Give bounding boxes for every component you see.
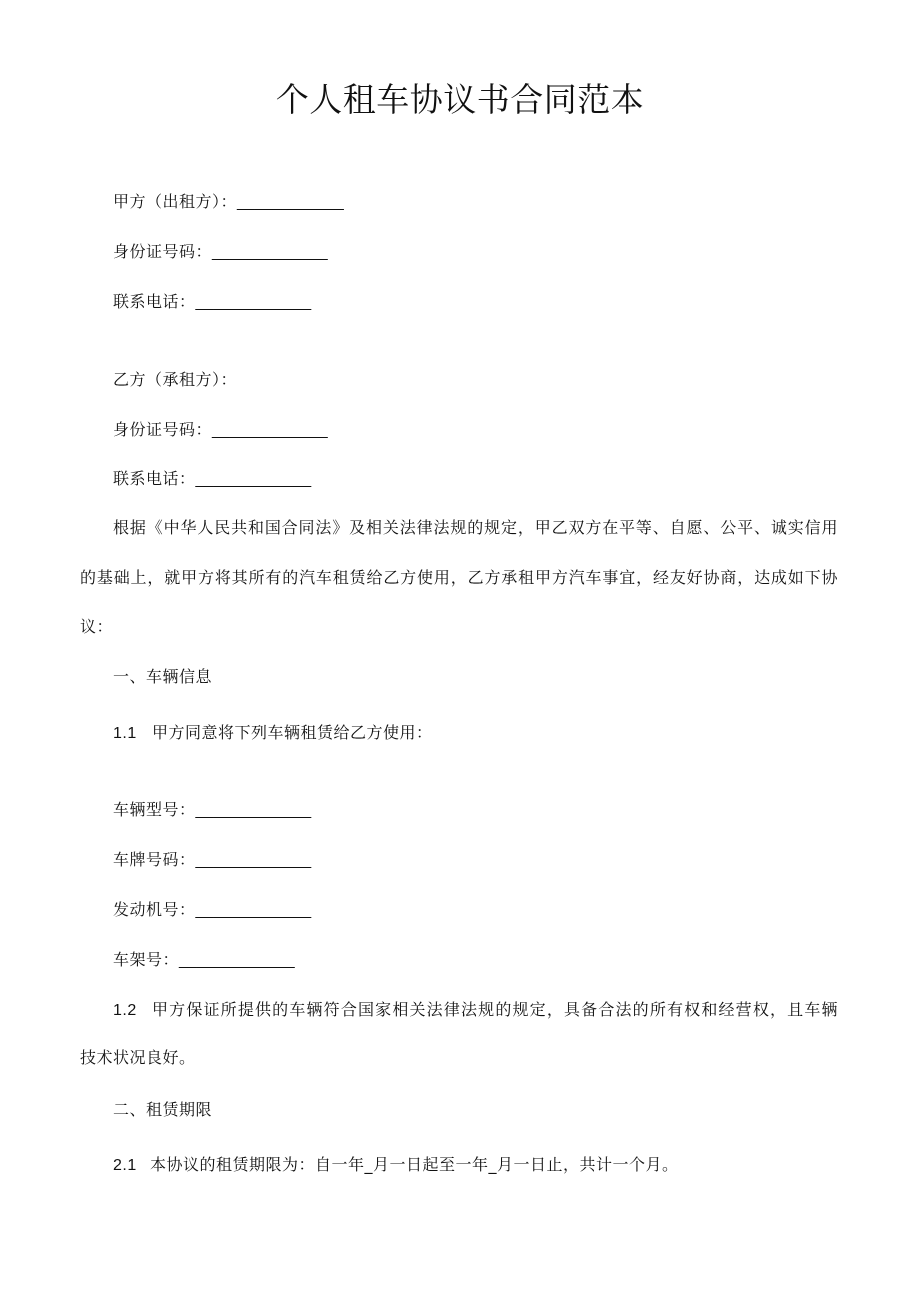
party-a-phone-blank: _____________ bbox=[195, 294, 312, 311]
party-a-label: 甲方（出租方）： bbox=[113, 192, 238, 211]
engine-number-label: 发动机号： bbox=[113, 900, 196, 919]
vehicle-model-blank: _____________ bbox=[195, 802, 312, 819]
clause-1-1 bbox=[113, 722, 433, 745]
clause-1-2-number: 1.2 bbox=[113, 1002, 137, 1019]
engine-number-line bbox=[113, 899, 311, 922]
party-b-line bbox=[113, 369, 237, 391]
frame-number-line bbox=[113, 949, 295, 972]
party-b-id-line bbox=[113, 419, 328, 442]
clause-2-1 bbox=[113, 1154, 679, 1177]
frame-number-blank: _____________ bbox=[179, 952, 295, 969]
party-a-id-label: 身份证号码： bbox=[113, 242, 213, 261]
clause-1-2-line-1: 甲方保证所提供的车辆符合国家相关法律法规的规定，具备合法的所有权和经营权，且车辆 bbox=[152, 1000, 838, 1019]
vehicle-model-label: 车辆型号： bbox=[113, 800, 196, 819]
section-1-heading: 一、车辆信息 bbox=[113, 667, 213, 686]
party-b-phone-blank: _____________ bbox=[195, 471, 312, 488]
document-title: 个人租车协议书合同范本 bbox=[275, 80, 645, 119]
clause-1-1-number: 1.1 bbox=[113, 725, 137, 742]
preamble-line-2: 的基础上，就甲方将其所有的汽车租赁给乙方使用，乙方承租甲方汽车事宜，经友好协商，达成如下协 bbox=[80, 568, 838, 587]
engine-number-blank: _____________ bbox=[195, 902, 312, 919]
clause-2-1-text: 本协议的租赁期限为：自一年_月一日起至一年_月一日止，共计一个月。 bbox=[150, 1155, 679, 1174]
party-a-phone-label: 联系电话： bbox=[113, 292, 196, 311]
preamble-line-1: 根据《中华人民共和国合同法》及相关法律法规的规定，甲乙双方在平等、自愿、公平、诚实信用 bbox=[113, 518, 838, 537]
party-b-label: 乙方（承租方）： bbox=[113, 370, 238, 389]
plate-number-label: 车牌号码： bbox=[113, 850, 196, 869]
party-a-line bbox=[113, 191, 344, 214]
clause-2-1-number: 2.1 bbox=[113, 1157, 137, 1174]
plate-number-line bbox=[113, 849, 311, 872]
party-b-phone-line bbox=[113, 468, 311, 491]
section-2-heading: 二、租赁期限 bbox=[113, 1100, 213, 1119]
party-a-blank: ____________ bbox=[237, 194, 344, 211]
frame-number-label: 车架号： bbox=[113, 950, 180, 969]
party-a-id-blank: _____________ bbox=[212, 244, 328, 261]
clause-1-2 bbox=[113, 999, 838, 1021]
party-b-phone-label: 联系电话： bbox=[113, 469, 196, 488]
party-a-phone-line bbox=[113, 291, 311, 314]
plate-number-blank: _____________ bbox=[195, 852, 312, 869]
clause-1-1-text: 甲方同意将下列车辆租赁给乙方使用： bbox=[152, 723, 433, 742]
party-b-id-blank: _____________ bbox=[212, 422, 328, 439]
vehicle-model-line bbox=[113, 799, 311, 822]
preamble-line-3: 议： bbox=[80, 617, 114, 636]
party-a-id-line bbox=[113, 241, 328, 264]
clause-1-2-line-2: 技术状况良好。 bbox=[80, 1048, 196, 1067]
party-b-id-label: 身份证号码： bbox=[113, 420, 213, 439]
